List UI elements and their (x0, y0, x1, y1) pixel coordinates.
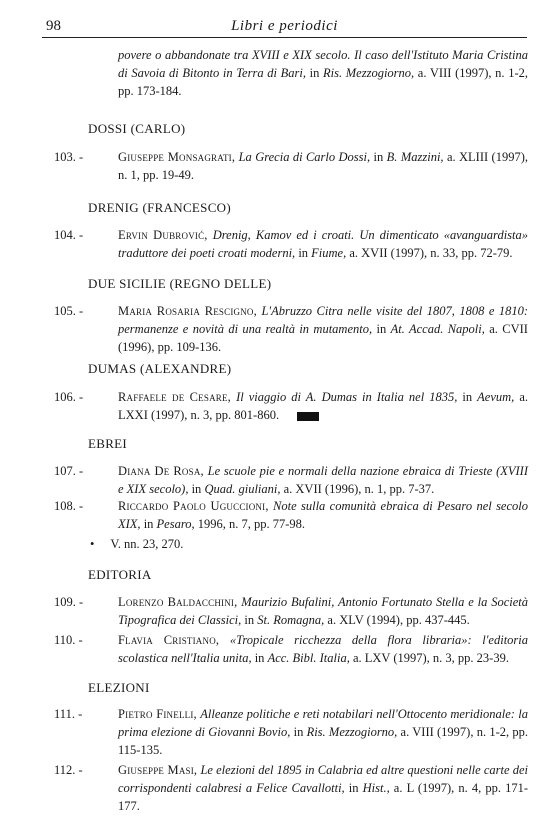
entry-in: in (457, 390, 478, 404)
bibliography-entry (54, 631, 528, 667)
section-heading: EDITORIA (88, 567, 152, 582)
entry-in: in (372, 322, 391, 336)
entry-number: 107. - (54, 464, 84, 478)
continuation-in: in (305, 66, 323, 80)
entry-in: in (290, 725, 307, 739)
entry-details: a. CVII (1996), pp. 109-136. (118, 322, 528, 354)
entry-journal: At. Accad. Napoli, (390, 322, 485, 336)
entry-number: 106. - (54, 390, 84, 404)
entry-details: a. XVII (1996), n. 1, pp. 7-37. (280, 482, 435, 496)
bibliography-entry (54, 388, 528, 424)
bibliography-entry (54, 148, 528, 184)
cross-reference-note (90, 537, 183, 552)
entry-author: Pietro Finelli, (118, 707, 197, 721)
entry-number: 108. - (54, 499, 84, 513)
entry-title: Le elezioni del 1895 in Calabria ed altre questioni nelle carte dei corrispondenti calabresi a Felice Cavallotti, (118, 763, 529, 795)
entry-journal: Pesaro, (156, 517, 195, 531)
entry-author: Lorenzo Baldacchini, (118, 595, 238, 609)
entry-author: Maria Rosaria Rescigno, (118, 304, 257, 318)
cross-reference-text: V. nn. 23, 270. (110, 537, 184, 551)
entry-details: a. XVII (1997), n. 33, pp. 72-79. (346, 246, 513, 260)
bullet: • (90, 537, 95, 551)
entry-journal: B. Mazzini, (386, 150, 444, 164)
entry-details: a. L (1997), n. 4, pp. 171-177. (118, 781, 528, 813)
entry-title: «Tropicale ricchezza della flora libraria»: l'editoria scolastica nell'Italia unita, (118, 633, 528, 665)
entry-author: Raffaele de Cesare, (118, 390, 232, 404)
section-heading: EBREI (88, 436, 128, 451)
entry-title: Maurizio Bufalini, Antonio Fortunato Stella e la Società Tipografica dei Classici, (118, 595, 528, 627)
entry-journal: Hist., (362, 781, 390, 795)
bibliography-entry (54, 302, 528, 356)
bibliography-entry (54, 497, 528, 533)
entry-author: Riccardo Paolo Uguccioni, (118, 499, 269, 513)
entry-journal: Ris. Mezzogiorno, (306, 725, 398, 739)
entry-journal: St. Romagna, (257, 613, 325, 627)
bibliography-entry (54, 593, 528, 629)
running-title: Libri e periodici (231, 18, 338, 34)
section-heading: ELEZIONI (88, 680, 150, 695)
entry-in: in (251, 651, 268, 665)
section-heading: DUE SICILIE (REGNO DELLE) (88, 276, 272, 291)
entry-author: Ervin Dubrović, (118, 228, 208, 242)
section-heading: DRENIG (FRANCESCO) (88, 200, 231, 215)
entry-journal: Aevum, (477, 390, 515, 404)
entry-in: in (241, 613, 258, 627)
bibliography-entry (54, 761, 528, 815)
entry-title: Note sulla comunità ebraica di Pesaro nel secolo XIX, (118, 499, 528, 531)
entry-journal: Fiume, (311, 246, 347, 260)
entry-number: 110. - (54, 633, 83, 647)
entry-number: 104. - (54, 228, 84, 242)
bibliography-entry (54, 462, 528, 498)
bibliography-entry (54, 705, 528, 759)
section-heading: DUMAS (ALEXANDRE) (88, 361, 232, 376)
entry-author: Giuseppe Monsagrati, (118, 150, 236, 164)
page-header (42, 16, 527, 38)
page-number: 98 (46, 18, 61, 34)
entry-details: 1996, n. 7, pp. 77-98. (194, 517, 306, 531)
entry-in: in (370, 150, 387, 164)
entry-details: a. LXV (1997), n. 3, pp. 23-39. (349, 651, 509, 665)
ink-smudge (297, 412, 319, 421)
continuation-paragraph (118, 46, 528, 100)
entry-title: Drenig, Kamov ed i croati. Un dimenticato «avanguardista» traduttore dei poeti croati moderni, (118, 228, 529, 260)
entry-details: a. XLV (1994), pp. 437-445. (324, 613, 470, 627)
entry-title: Il viaggio di A. Dumas in Italia nel 1835, (236, 390, 458, 404)
entry-number: 105. - (54, 304, 84, 318)
continuation-title: povere o abbandonate tra XVIII e XIX secolo. Il caso dell'Istituto Maria Cristina di Savoia di Bitonto in Terra di Bari, (118, 48, 528, 80)
entry-details: a. XLIII (1997), n. 1, pp. 19-49. (118, 150, 529, 182)
entry-in: in (188, 482, 205, 496)
entry-number: 111. - (54, 707, 83, 721)
entry-number: 103. - (54, 150, 84, 164)
section-heading: DOSSI (CARLO) (88, 121, 186, 136)
entry-number: 112. - (54, 763, 83, 777)
entry-author: Diana De Rosa, (118, 464, 204, 478)
entry-title: Alleanze politiche e reti notabilari nell'Ottocento meridionale: la prima elezione di Giovanni Bovio, (118, 707, 529, 739)
entry-title: Le scuole pie e normali della nazione ebraica di Trieste (XVIII e XIX secolo), (118, 464, 528, 496)
entry-journal: Quad. giuliani, (204, 482, 281, 496)
entry-in: in (295, 246, 312, 260)
entry-details: a. VIII (1997), n. 1-2, pp. 115-135. (118, 725, 528, 757)
continuation-journal: Ris. Mezzogiorno, (323, 66, 415, 80)
entry-author: Giuseppe Masi, (118, 763, 198, 777)
entry-details: a. LXXI (1997), n. 3, pp. 801-860. (118, 390, 529, 422)
entry-in: in (344, 781, 363, 795)
header-rule (42, 37, 527, 38)
entry-title: La Grecia di Carlo Dossi, (238, 150, 371, 164)
continuation-tail: a. VIII (1997), n. 1-2, pp. 173-184. (118, 66, 528, 98)
entry-title: L'Abruzzo Citra nelle visite del 1807, 1808 e 1810: permanenze e novità di una realtà in mutamento, (118, 304, 529, 336)
entry-author: Flavia Cristiano, (118, 633, 220, 647)
entry-number: 109. - (54, 595, 84, 609)
entry-journal: Acc. Bibl. Italia, (267, 651, 350, 665)
bibliography-entry (54, 226, 528, 262)
entry-in: in (140, 517, 157, 531)
